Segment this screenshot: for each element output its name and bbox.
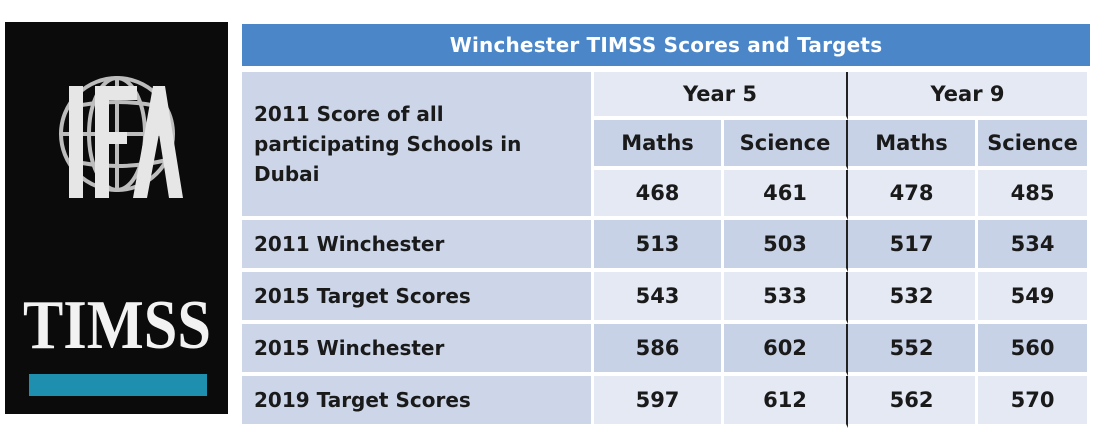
table-cell: 534 (978, 220, 1090, 272)
row-label: 2015 Target Scores (242, 272, 594, 324)
table-row (242, 272, 1090, 324)
table-cell: 552 (848, 324, 978, 376)
table-cell: 503 (724, 220, 848, 272)
table-cell: 597 (594, 376, 724, 428)
row-label: 2019 Target Scores (242, 376, 594, 428)
table-cell: 560 (978, 324, 1090, 376)
subject-y5-maths: Maths (594, 120, 724, 170)
table-cell: 517 (848, 220, 978, 272)
table-cell: 602 (724, 324, 848, 376)
table-cell: 570 (978, 376, 1090, 428)
row-label-dubai: 2011 Score of all participating Schools in Dubai (242, 72, 594, 220)
table-row (242, 376, 1090, 428)
scores-table (242, 72, 1090, 428)
group-year-5: Year 5 (594, 72, 848, 120)
timss-wordmark: TIMSS (23, 287, 211, 364)
table-cell: 533 (724, 272, 848, 324)
table-row (242, 220, 1090, 272)
table-title: Winchester TIMSS Scores and Targets (242, 24, 1090, 66)
scores-panel (242, 24, 1090, 428)
row-label: 2015 Winchester (242, 324, 594, 376)
table-cell: 513 (594, 220, 724, 272)
table-cell: 549 (978, 272, 1090, 324)
table-cell: 468 (594, 170, 724, 220)
subject-y5-science: Science (724, 120, 848, 170)
logo-stripe (29, 374, 207, 396)
table-cell: 543 (594, 272, 724, 324)
table-cell: 612 (724, 376, 848, 428)
timss-logo-graphic (5, 22, 228, 414)
table-cell: 562 (848, 376, 978, 428)
table-row (242, 324, 1090, 376)
row-label: 2011 Winchester (242, 220, 594, 272)
table-cell: 478 (848, 170, 978, 220)
table-cell: 485 (978, 170, 1090, 220)
timss-logo (5, 22, 228, 414)
subject-y9-science: Science (978, 120, 1090, 170)
subject-y9-maths: Maths (848, 120, 978, 170)
group-year-9: Year 9 (848, 72, 1090, 120)
table-cell: 461 (724, 170, 848, 220)
table-cell: 532 (848, 272, 978, 324)
table-cell: 586 (594, 324, 724, 376)
group-header-row (242, 72, 1090, 120)
